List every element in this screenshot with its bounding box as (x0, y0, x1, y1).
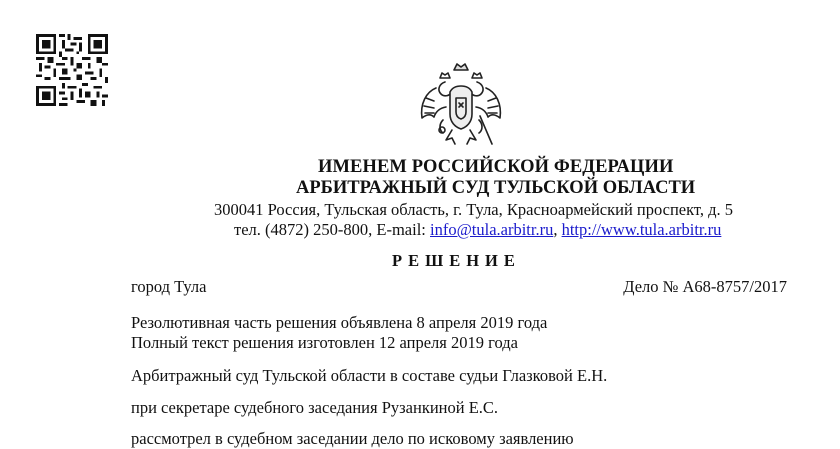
case-number: Дело № А68-8757/2017 (623, 277, 787, 296)
document-title: РЕШЕНИЕ (392, 251, 521, 270)
phone-label: тел. (4872) 250-800, E-mail: (234, 220, 430, 239)
secretary-line: при секретаре судебного заседания Рузанкиной Е.С. (131, 398, 499, 417)
email-link[interactable]: info@tula.arbitr.ru (430, 220, 554, 239)
full-text-date: Полный текст решения изготовлен 12 апреля 2019 года (131, 333, 518, 352)
court-composition: Арбитражный суд Тульской области в составе судьи Глазковой Е.Н. (131, 366, 608, 385)
coat-of-arms-icon (416, 58, 506, 150)
separator: , (553, 220, 562, 239)
header-line-1: ИМЕНЕМ РОССИЙСКОЙ ФЕДЕРАЦИИ (318, 157, 674, 177)
website-link[interactable]: http://www.tula.arbitr.ru (561, 220, 722, 239)
operative-part-date: Резолютивная часть решения объявлена 8 апреля 2019 года (131, 313, 548, 332)
court-address: 300041 Россия, Тульская область, г. Тула, Красноармейский проспект, д. 5 (214, 200, 734, 219)
city: город Тула (131, 277, 207, 296)
qr-code-icon (36, 34, 108, 106)
header-line-2: АРБИТРАЖНЫЙ СУД ТУЛЬСКОЙ ОБЛАСТИ (296, 178, 696, 198)
considered-line: рассмотрел в судебном заседании дело по исковому заявлению (131, 429, 574, 448)
court-contacts (234, 220, 721, 240)
